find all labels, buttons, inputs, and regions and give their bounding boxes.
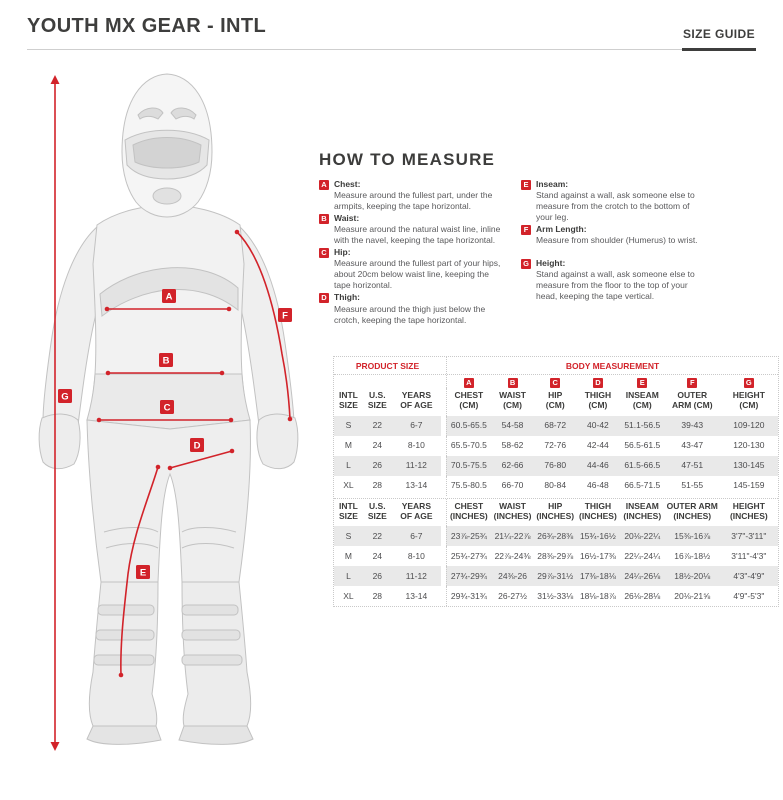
body-measurement-segment <box>446 476 778 496</box>
column-letter-badge: B <box>508 378 518 388</box>
measurement-value-cell: 66-70 <box>501 480 524 491</box>
column-header <box>363 388 392 415</box>
header-line: (CM) <box>459 400 479 411</box>
measurement-value-cell: 26¾-28⅜ <box>537 530 574 541</box>
header-line: CHEST <box>454 390 484 401</box>
body-measurement-segment <box>446 388 778 415</box>
measurement-figure-illustration <box>12 62 324 786</box>
measure-item-label: Chest: <box>334 179 361 189</box>
measurement-value-cell: 42-44 <box>587 440 609 451</box>
header-line: WAIST <box>499 500 526 511</box>
measurement-value-cell: 27¾-29¾ <box>450 570 487 581</box>
body-measurement-segment <box>446 526 778 546</box>
measurement-value-cell: 51-55 <box>681 480 704 491</box>
measure-item <box>319 247 507 291</box>
header-line: SIZE <box>338 510 358 521</box>
page-header <box>27 13 756 50</box>
measurement-value-cell: 68-72 <box>544 420 567 431</box>
table-row <box>334 357 778 375</box>
measurement-value-cell: 3'7"-3'11" <box>731 530 767 541</box>
column-header <box>620 499 665 526</box>
header-line: SIZE <box>367 400 387 411</box>
size-value-cell: 11-12 <box>405 570 427 581</box>
measurement-value-cell: 20⅛-22¼ <box>624 530 661 541</box>
measurement-value-cell: 23⅞-25¾ <box>450 530 487 541</box>
measure-letter-badge: A <box>319 180 329 190</box>
column-letter-badge: F <box>687 378 697 388</box>
product-size-segment <box>334 456 441 476</box>
product-size-segment <box>334 546 441 566</box>
size-value-cell: 6-7 <box>410 420 423 431</box>
measurement-value-cell: 66.5-71.5 <box>624 480 661 491</box>
badge-d: D <box>193 440 201 452</box>
table-row <box>334 476 778 496</box>
column-letter-badge-cell <box>665 375 720 388</box>
size-table <box>333 356 779 607</box>
table-row <box>334 388 778 415</box>
measurement-value-cell: 76-80 <box>544 460 567 471</box>
header-line: HEIGHT <box>732 390 765 401</box>
measurement-value-cell: 16½-17⅜ <box>579 550 616 561</box>
table-row <box>334 498 778 526</box>
header-line: HEIGHT <box>732 500 765 511</box>
product-size-group-header: PRODUCT SIZE <box>355 361 420 371</box>
measure-items-left-column <box>319 179 507 327</box>
column-header <box>392 388 441 415</box>
measurement-value-cell: 20⅛-21⅝ <box>674 590 711 601</box>
measurement-value-cell: 31½-33⅛ <box>537 590 574 601</box>
body-measurement-segment <box>446 456 778 476</box>
measure-item-label: Hip: <box>334 247 351 258</box>
measurement-value-cell: 29¾-31¾ <box>450 590 487 601</box>
column-header <box>363 499 392 526</box>
measure-item <box>319 292 507 325</box>
header-line: (INCHES) <box>729 510 768 521</box>
measurement-value-cell: 22¼-24¼ <box>624 550 661 561</box>
column-header <box>620 388 665 415</box>
measure-item-text: Thigh: Measure around the thigh just below the crotch, keeping the tape horizontal. <box>334 292 506 325</box>
measurement-value-cell: 24¼-26⅛ <box>624 570 661 581</box>
size-value-cell: 24 <box>372 440 383 451</box>
size-tables-section <box>333 356 779 607</box>
measurement-value-cell: 4'9"-5'3" <box>733 590 765 601</box>
column-header <box>491 499 535 526</box>
body-measurement-segment <box>446 586 778 606</box>
body-measurement-segment <box>446 416 778 436</box>
measurement-value-cell: 54-58 <box>501 420 524 431</box>
size-value-cell: M <box>344 440 352 451</box>
measurement-value-cell: 15⅜-16⅞ <box>674 530 711 541</box>
measure-item-label: Inseam: <box>536 179 569 189</box>
header-line: CHEST <box>454 500 484 511</box>
badge-g: G <box>61 391 69 403</box>
header-line: OUTER <box>677 390 708 401</box>
body-measurement-segment <box>446 357 778 374</box>
measurement-value-cell: 109-120 <box>733 420 765 431</box>
column-header <box>334 499 363 526</box>
measurement-value-cell: 28⅜-29⅞ <box>537 550 574 561</box>
header-line: INTL <box>338 500 358 511</box>
measurement-value-cell: 56.5-61.5 <box>624 440 661 451</box>
measurement-value-cell: 58-62 <box>501 440 524 451</box>
measure-item-text: Height: Stand against a wall, ask someone else to measure from the floor to the top of your head, keeping the tape vertical. <box>536 258 708 302</box>
column-header <box>576 388 620 415</box>
header-line: (CM) <box>545 400 565 411</box>
size-value-cell: L <box>346 460 351 471</box>
column-letter-badge: E <box>637 378 647 388</box>
table-row <box>334 416 778 436</box>
measurement-value-cell: 22⅞-24⅜ <box>494 550 531 561</box>
measurement-value-cell: 44-46 <box>587 460 609 471</box>
measure-letter-badge: F <box>521 225 531 235</box>
body-measurement-group-header: BODY MEASUREMENT <box>565 361 660 371</box>
measurement-value-cell: 16⅞-18½ <box>674 550 711 561</box>
body-measurement-segment <box>446 375 778 388</box>
header-line: INSEAM <box>625 500 659 511</box>
product-size-segment <box>334 357 441 374</box>
measurement-value-cell: 46-48 <box>587 480 609 491</box>
header-line: YEARS <box>401 390 431 401</box>
column-header <box>491 388 535 415</box>
measure-letter-badge: E <box>521 180 531 190</box>
header-line: OUTER ARM <box>666 500 718 511</box>
header-line: (INCHES) <box>536 510 575 521</box>
measurement-value-cell: 39-43 <box>681 420 704 431</box>
measurement-value-cell: 80-84 <box>544 480 567 491</box>
header-line: OF AGE <box>400 400 433 411</box>
size-value-cell: 22 <box>372 420 383 431</box>
header-line: HIP <box>548 500 563 511</box>
measurement-value-cell: 65.5-70.5 <box>450 440 487 451</box>
size-value-cell: 26 <box>372 460 383 471</box>
measure-item-text: Inseam: Stand against a wall, ask someone else to measure from the crotch to the bottom of your leg. <box>536 179 708 223</box>
measurement-value-cell: 47-51 <box>681 460 704 471</box>
size-value-cell: XL <box>343 480 354 491</box>
header-line: SIZE <box>367 510 387 521</box>
measurement-value-cell: 26-27½ <box>498 590 527 601</box>
table-row <box>334 586 778 606</box>
column-header <box>447 499 491 526</box>
column-header <box>720 388 778 415</box>
column-letter-badge-cell <box>576 375 620 388</box>
measurement-value-cell: 130-145 <box>733 460 765 471</box>
column-header <box>720 499 778 526</box>
header-line: INTL <box>338 390 358 401</box>
body-measurement-segment <box>446 566 778 586</box>
badge-e: E <box>139 567 147 579</box>
measure-item-label: Arm Length: <box>536 224 587 235</box>
column-header <box>392 499 441 526</box>
size-value-cell: 26 <box>372 570 383 581</box>
measurement-value-cell: 61.5-66.5 <box>624 460 661 471</box>
size-value-cell: 11-12 <box>405 460 427 471</box>
product-size-segment <box>334 566 441 586</box>
header-line: INSEAM <box>625 390 659 401</box>
column-letter-badge-cell <box>491 375 535 388</box>
measurement-value-cell: 70.5-75.5 <box>450 460 487 471</box>
column-header <box>334 388 363 415</box>
measurement-value-cell: 72-76 <box>544 440 567 451</box>
measure-item <box>319 179 507 212</box>
column-letter-badge: G <box>744 378 754 388</box>
measurement-value-cell: 145-159 <box>733 480 765 491</box>
table-row <box>334 546 778 566</box>
measurement-value-cell: 43-47 <box>681 440 704 451</box>
measurement-value-cell: 26⅛-28⅛ <box>624 590 661 601</box>
size-value-cell: L <box>346 570 351 581</box>
column-header <box>534 388 576 415</box>
header-line: (INCHES) <box>493 510 532 521</box>
product-size-segment <box>334 476 441 496</box>
badge-a: A <box>165 291 173 303</box>
size-value-cell: 24 <box>372 550 383 561</box>
badge-b: B <box>162 355 170 367</box>
size-value-cell: 28 <box>372 480 383 491</box>
header-line: YEARS <box>401 500 431 511</box>
header-line: OF AGE <box>400 510 433 521</box>
column-letter-badge: D <box>593 378 603 388</box>
measurement-value-cell: 62-66 <box>501 460 524 471</box>
measure-item-text: Waist: Measure around the natural waist line, inline with the navel, keeping the tape horizontal. <box>334 213 506 246</box>
measure-items-right-column <box>521 179 709 327</box>
header-line: (CM) <box>503 400 522 411</box>
header-line: U.S. <box>369 390 386 401</box>
measure-letter-badge: C <box>319 248 329 258</box>
size-value-cell: 6-7 <box>410 530 423 541</box>
header-line: U.S. <box>369 500 386 511</box>
body-measurement-segment <box>446 436 778 456</box>
table-row <box>334 456 778 476</box>
how-to-measure-section <box>319 150 781 327</box>
measurement-value-cell: 17⅜-18⅛ <box>579 570 616 581</box>
badge-c: C <box>163 402 171 414</box>
measurement-value-cell: 25¾-27¾ <box>450 550 487 561</box>
badge-f: F <box>282 310 288 322</box>
header-line: THIGH <box>584 500 612 511</box>
measurement-value-cell: 18⅛-18⅞ <box>579 590 616 601</box>
measurement-value-cell: 40-42 <box>587 420 609 431</box>
size-value-cell: S <box>345 530 352 541</box>
measurement-value-cell: 21¼-22⅞ <box>494 530 531 541</box>
column-letter-badge: A <box>464 378 474 388</box>
measurement-value-cell: 29⅞-31½ <box>537 570 574 581</box>
measurement-value-cell: 120-130 <box>733 440 765 451</box>
table-row <box>334 566 778 586</box>
header-line: HIP <box>548 390 563 401</box>
measure-letter-badge: D <box>319 293 329 303</box>
column-letter-badge-cell <box>620 375 665 388</box>
column-letter-badge-cell <box>534 375 576 388</box>
column-letter-badge-cell <box>447 375 491 388</box>
measure-item-label: Waist: <box>334 213 360 224</box>
size-value-cell: 28 <box>372 590 383 601</box>
product-size-segment <box>334 375 441 388</box>
header-line: (INCHES) <box>673 510 712 521</box>
size-value-cell: 13-14 <box>405 480 428 491</box>
column-letter-badge-cell <box>720 375 778 388</box>
measurement-value-cell: 24⅜-26 <box>498 570 527 581</box>
product-size-segment <box>334 586 441 606</box>
measurement-value-cell: 18½-20⅛ <box>674 570 711 581</box>
header-line: (INCHES) <box>579 510 617 521</box>
measure-item <box>319 213 507 246</box>
measure-item-text: Chest: Measure around the fullest part, under the armpits, keeping the tape horizontal. <box>334 179 506 212</box>
header-line: SIZE <box>338 400 358 411</box>
product-size-segment <box>334 526 441 546</box>
size-value-cell: XL <box>343 590 354 601</box>
size-value-cell: S <box>345 420 352 431</box>
measure-item <box>521 224 709 246</box>
table-row <box>334 526 778 546</box>
table-row <box>334 436 778 456</box>
product-size-segment <box>334 436 441 456</box>
measure-item-label: Thigh: <box>334 292 360 303</box>
size-value-cell: 22 <box>372 530 383 541</box>
size-guide-tab[interactable]: SIZE GUIDE <box>682 27 756 51</box>
column-header <box>447 388 491 415</box>
column-header <box>534 499 576 526</box>
product-size-segment <box>334 499 441 526</box>
measure-item-text: Arm Length: Measure from shoulder (Humerus) to wrist. <box>536 224 708 246</box>
header-line: (CM) <box>739 400 759 411</box>
header-line: THIGH <box>584 390 612 401</box>
header-line: (INCHES) <box>623 510 662 521</box>
measure-item <box>521 179 709 223</box>
measure-item <box>521 258 709 302</box>
empty-cell <box>334 375 441 388</box>
measurement-value-cell: 51.1-56.5 <box>624 420 661 431</box>
header-line: (INCHES) <box>449 510 488 521</box>
header-line: ARM (CM) <box>671 400 713 411</box>
size-value-cell: 13-14 <box>405 590 428 601</box>
body-measurement-segment <box>446 499 778 526</box>
measurement-value-cell: 75.5-80.5 <box>450 480 487 491</box>
column-header <box>665 499 720 526</box>
table-row <box>334 375 778 388</box>
measurement-value-cell: 60.5-65.5 <box>450 420 487 431</box>
size-value-cell: M <box>344 550 352 561</box>
page-title: YOUTH MX GEAR - INTL <box>27 15 267 37</box>
header-line: (CM) <box>588 400 608 411</box>
column-letter-badge: C <box>550 378 560 388</box>
measure-item-label: Height: <box>536 258 566 269</box>
measure-item-text: Hip: Measure around the fullest part of your hips, about 20cm below waist line, keeping the tape horizontal. <box>334 247 506 291</box>
measure-letter-badge: B <box>319 214 329 224</box>
measure-letter-badge: G <box>521 259 531 269</box>
measurement-value-cell: 4'3"-4'9" <box>733 570 765 581</box>
body-measurement-segment <box>446 546 778 566</box>
header-line: (CM) <box>632 400 652 411</box>
measurement-value-cell: 3'11"-4'3" <box>731 550 767 561</box>
measurement-value-cell: 15¾-16½ <box>579 530 616 541</box>
column-header <box>665 388 720 415</box>
header-line: WAIST <box>499 390 526 401</box>
product-size-segment <box>334 388 441 415</box>
size-value-cell: 8-10 <box>407 440 425 451</box>
size-value-cell: 8-10 <box>407 550 425 561</box>
product-size-segment <box>334 416 441 436</box>
how-to-measure-heading: HOW TO MEASURE <box>319 150 496 169</box>
column-header <box>576 499 620 526</box>
